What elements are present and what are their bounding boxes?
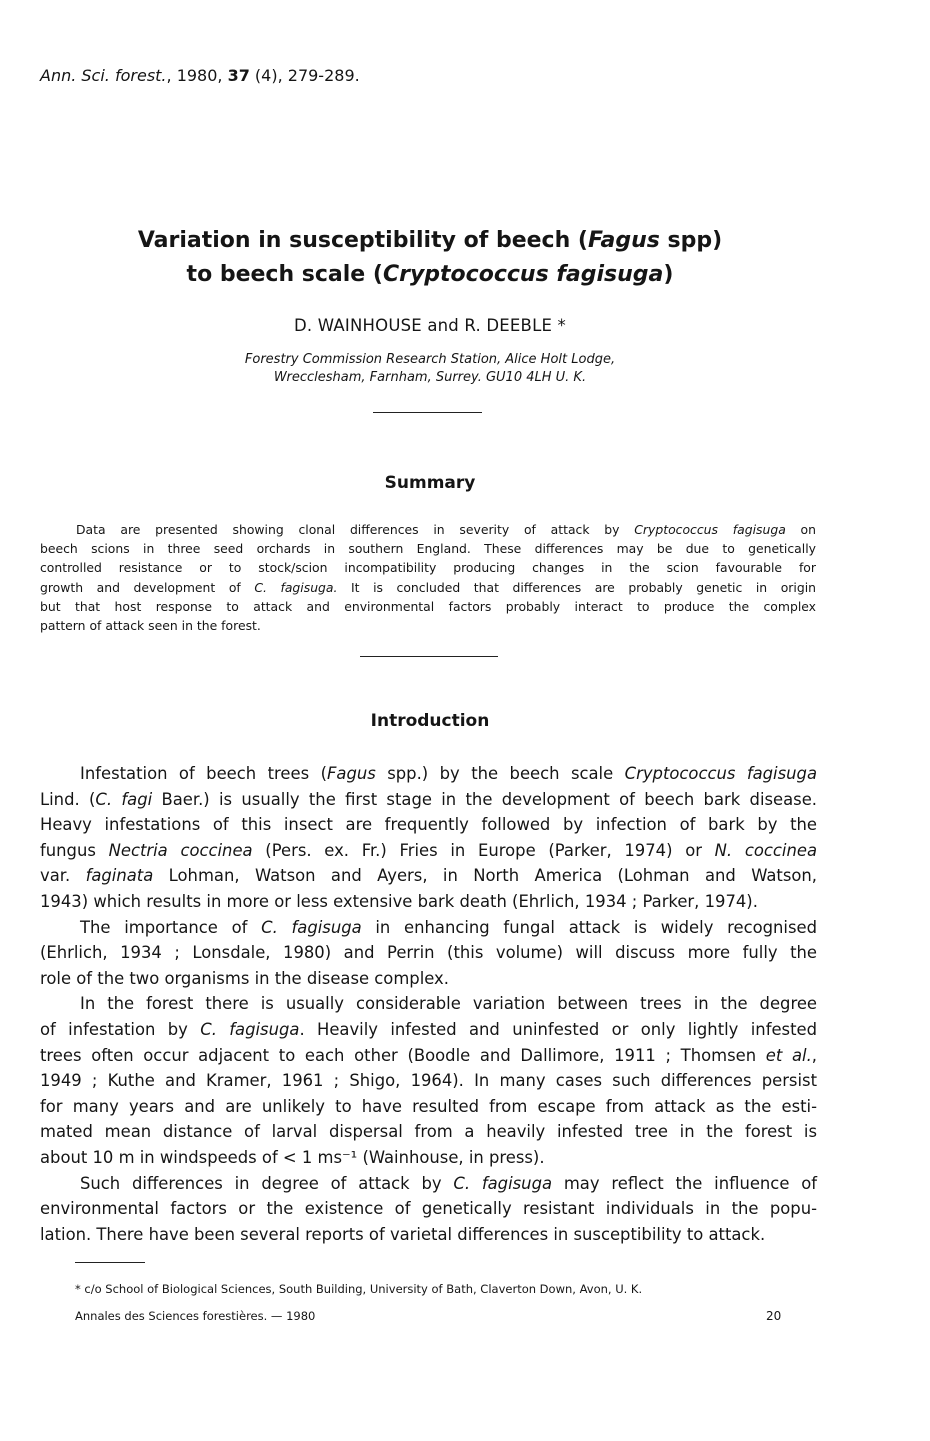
citation-issue-pages: (4), 279-289. (249, 66, 360, 85)
summary-line: pattern of attack seen in the forest. (40, 618, 261, 634)
journal-citation (40, 66, 360, 85)
divider (360, 656, 498, 657)
paragraph-line: Infestation of beech trees (Fagus spp.) by the beech scale Cryptococcus fagisuga (80, 764, 817, 783)
affiliation-line-1: Forestry Commission Research Station, Alice Holt Lodge, (244, 352, 616, 367)
paragraph-line: of infestation by C. fagisuga. Heavily infested and uninfested or only lightly infested (40, 1019, 818, 1039)
title-species: Cryptococcus fagisuga (382, 262, 664, 287)
summary-line: but that host response to attack and environmental factors probably interact to produce the complex (40, 598, 816, 614)
paragraph-line: 1943) which results in more or less extensive bark death (Ehrlich, 1934 ; Parker, 1974). (40, 891, 758, 911)
paragraph-line: (Ehrlich, 1934 ; Lonsdale, 1980) and Perrin (this volume) will discuss more fully the (40, 943, 817, 963)
paragraph-line: about 10 m in windspeeds of < 1 ms⁻¹ (Wainhouse, in press). (40, 1147, 545, 1167)
introduction-text (40, 761, 817, 1247)
summary-line: controlled resistance or to stock/scion incompatibility producing changes in the scion favourable for (40, 560, 816, 576)
paragraph-line: environmental factors or the existence of genetically resistant individuals in the popu- (40, 1199, 817, 1219)
paragraph-line: Such differences in degree of attack by C. fagisuga may reflect the influence of (80, 1173, 818, 1193)
paragraph-line: fungus Nectria coccinea (Pers. ex. Fr.) Fries in Europe (Parker, 1974) or N. coccinea (40, 840, 817, 860)
summary-line: beech scions in three seed orchards in southern England. These differences may be due to genetically (40, 541, 816, 557)
paragraph-line: In the forest there is usually considerable variation between trees in the degree (80, 994, 817, 1014)
introduction-heading: Introduction (370, 711, 490, 731)
summary-text (40, 520, 816, 635)
summary-line: growth and development of C. fagisuga. It is concluded that differences are probably genetic in origin (40, 579, 816, 595)
paragraph-line: lation. There have been several reports of varietal differences in susceptibility to attack. (40, 1224, 766, 1244)
citation-year: , 1980, (166, 66, 228, 85)
paragraph-line: role of the two organisms in the disease complex. (40, 968, 449, 988)
paragraph-line: trees often occur adjacent to each other (Boodle and Dallimore, 1911 ; Thomsen et al., (40, 1045, 817, 1065)
authors: D. WAINHOUSE and R. DEEBLE * (294, 316, 566, 335)
paragraph-line: The importance of C. fagisuga in enhancing fungal attack is widely recognised (80, 917, 818, 937)
author-footnote: * c/o School of Biological Sciences, South Building, University of Bath, Claverton Down, Avon, U. K. (75, 1282, 643, 1296)
paragraph-line: for many years and are unlikely to have resulted from escape from attack as the esti- (40, 1096, 817, 1116)
title-text: Variation in susceptibility of beech ( (137, 228, 588, 253)
citation-volume: 37 (227, 66, 250, 85)
footnote-divider (75, 1262, 145, 1263)
summary-line: Data are presented showing clonal differences in severity of attack by Cryptococcus fagisuga on (76, 522, 816, 537)
summary-heading: Summary (384, 473, 476, 493)
paragraph-line: Lind. (C. fagi Baer.) is usually the first stage in the development of beech bark disease. (40, 789, 817, 809)
title-text: to beech scale ( (186, 262, 383, 287)
journal-name: Ann. Sci. forest. (40, 66, 167, 85)
paragraph-line: 1949 ; Kuthe and Kramer, 1961 ; Shigo, 1964). In many cases such differences persist (40, 1071, 817, 1091)
title-genus: Fagus (587, 228, 660, 253)
page-number: 20 (766, 1309, 782, 1323)
paragraph-line: mated mean distance of larval dispersal from a heavily infested tree in the forest is (40, 1122, 817, 1142)
paper-title-line-1 (0, 228, 860, 253)
footer-journal: Annales des Sciences forestières. — 1980 (75, 1309, 316, 1323)
divider (373, 412, 482, 413)
title-text: ) (663, 262, 674, 287)
paragraph-line: Heavy infestations of this insect are frequently followed by infection of bark by the (40, 815, 817, 835)
paper-title-line-2 (0, 262, 860, 287)
paragraph-line: var. faginata Lohman, Watson and Ayers, in North America (Lohman and Watson, (40, 866, 817, 886)
affiliation-line-2: Wrecclesham, Farnham, Surrey. GU10 4LH U. K. (273, 370, 587, 385)
title-text: spp) (659, 228, 723, 253)
